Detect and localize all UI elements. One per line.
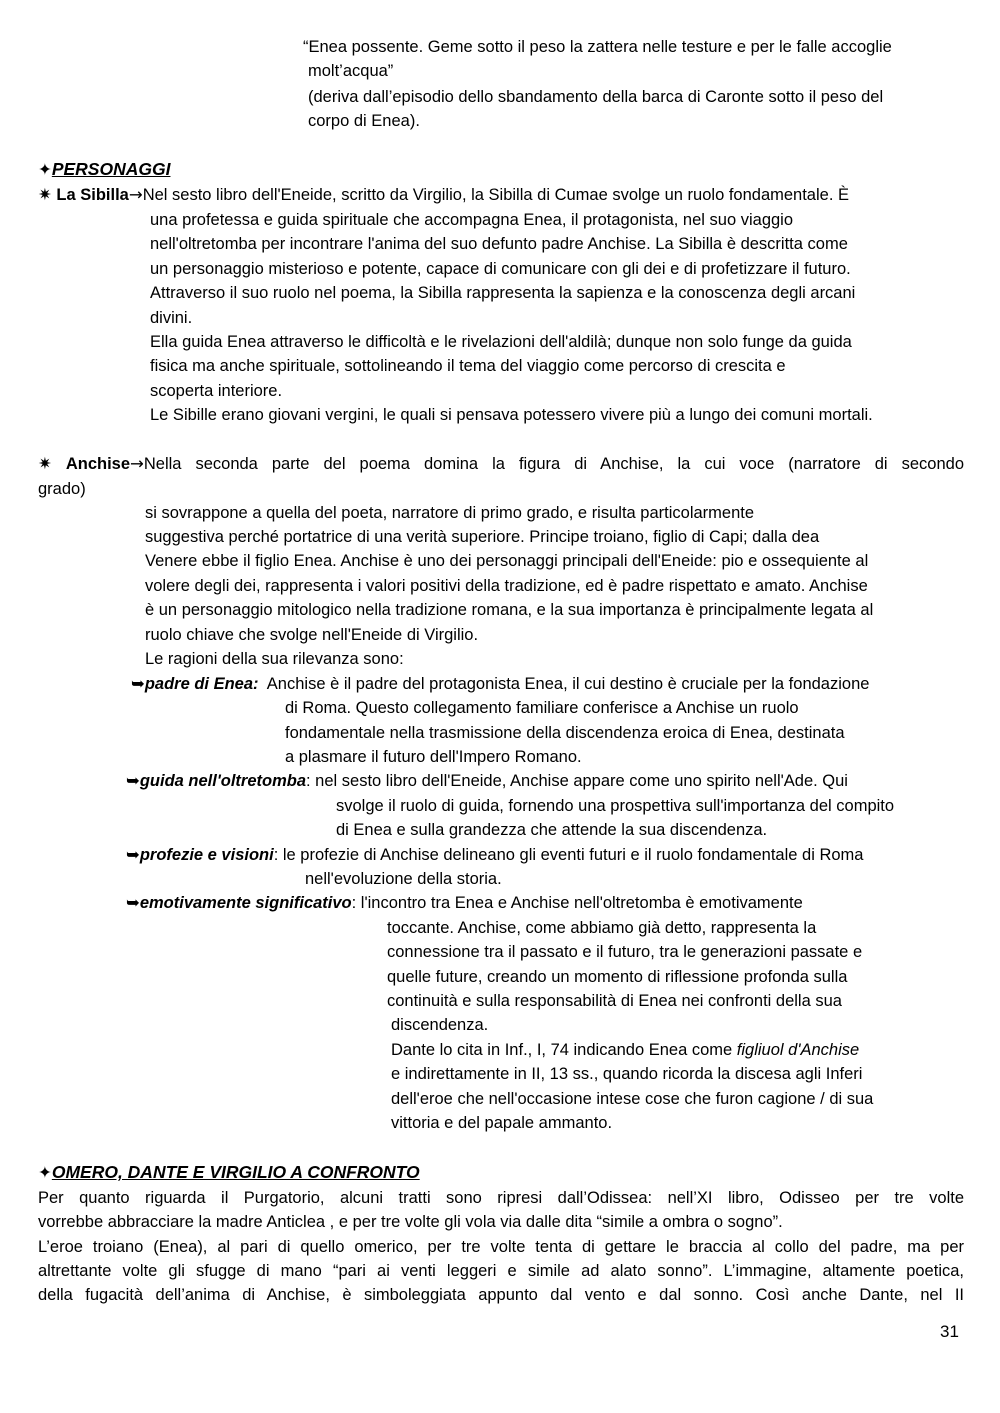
reason-cont-line: quelle future, creando un momento di riflessione profonda sulla [387,968,848,986]
reason-cont-line: di Roma. Questo collegamento familiare conferisce a Anchise un ruolo [285,699,799,717]
reason-text: : nel sesto libro dell'Eneide, Anchise appare come uno spirito nell'Ade. Qui [306,772,848,790]
sibilla-line: fisica ma anche spirituale, sottolineando il tema del viaggio come percorso di crescita e [150,357,786,375]
reason-text: Anchise è il padre del protagonista Enea, il cui destino è cruciale per la fondazione [258,675,870,693]
reason-cont-line: vittoria e del papale ammanto. [391,1114,613,1132]
dante-citation-line [391,1039,859,1061]
character-name: La Sibilla [56,186,129,204]
reason-item [131,673,869,695]
anchise-line: Venere ebbe il figlio Enea. Anchise è uno dei personaggi principali dell'Eneide: pio e ossequiente al [145,552,869,570]
sibilla-first-line [38,184,849,206]
sibilla-line: Le Sibille erano giovani vergini, le quali si pensava potessero vivere più a lungo dei comuni mortali. [150,406,873,424]
reason-cont-line: continuità e sulla responsabilità di Enea nei confronti della sua [387,992,842,1010]
star-icon: ✦ [38,160,52,179]
pointer-arrow-icon: ➥ [131,674,145,693]
reason-text: : le profezie di Anchise delineano gli eventi futuri e il ruolo fondamentale di Roma [273,846,864,864]
sibilla-line: nell'oltretomba per incontrare l'anima del suo defunto padre Anchise. La Sibilla è descritta come [150,235,848,253]
anchise-wrap-line: grado) [38,480,86,498]
asterisk-bullet-icon: ✷ [38,185,52,204]
section-heading-confronto [38,1161,420,1184]
pointer-arrow-icon: ➥ [126,845,140,864]
reason-item [126,892,803,914]
star-icon: ✦ [38,1163,52,1182]
anchise-line: volere degli dei, rappresenta i valori positivi della tradizione, ed è padre rispettato e amato. Anchise [145,577,868,595]
sibilla-line: una profetessa e guida spirituale che accompagna Enea, il protagonista, nel suo viaggio [150,211,794,229]
reason-cont-line: fondamentale nella trasmissione della discendenza eroica di Enea, destinata [285,724,845,742]
reason-label: profezie e visioni [139,846,274,864]
reason-cont-line: e indirettamente in II, 13 ss., quando ricorda la discesa agli Inferi [391,1065,863,1083]
reason-cont-line: toccante. Anchise, come abbiamo già detto, rappresenta la [387,919,817,937]
quote-line-3: (deriva dall’episodio dello sbandamento della barca di Caronte sotto il peso del [308,88,884,106]
reason-item [126,844,863,866]
quote-line-4: corpo di Enea). [308,112,420,130]
paragraph-text: Nella seconda parte del poema domina la figura di Anchise, la cui voce (narratore di secondo [143,455,964,473]
citation-text: Dante lo cita in Inf., I, 74 indicando Enea come [391,1041,737,1059]
reason-cont-line: di Enea e sulla grandezza che attende la sua discendenza. [336,821,768,839]
anchise-first-line [38,453,964,475]
anchise-line: Le ragioni della sua rilevanza sono: [145,650,404,668]
arrow-icon: → [128,185,143,204]
confronto-line: altrettante volte gli sfugge di mano “pari ai venti leggeri e simile ad alato sonno”. L’immagine, altamente poetica, [38,1262,964,1280]
confronto-line: L’eroe troiano (Enea), al pari di quello omerico, per tre volte tenta di gettare le braccia al collo del padre, ma per [38,1238,964,1256]
reason-cont-line: a plasmare il futuro dell'Impero Romano. [285,748,582,766]
reason-cont-line: dell'eroe che nell'occasione intese cose che furon cagione / di sua [391,1090,874,1108]
paragraph-text: Nel sesto libro dell'Eneide, scritto da Virgilio, la Sibilla di Cumae svolge un ruolo fondamentale. È [142,186,849,204]
page-number: 31 [940,1322,959,1341]
confronto-line: Per quanto riguarda il Purgatorio, alcuni tratti sono ripresi dall’Odissea: nell’XI libro, Odisseo per tre volte [38,1189,964,1207]
heading-text: PERSONAGGI [51,159,171,179]
citation-italic: figliuol d'Anchise [736,1041,860,1059]
section-heading-personaggi [38,158,170,181]
confronto-line: vorrebbe abbracciare la madre Anticlea , e per tre volte gli vola via dalle dita “simile a ombra o sogno”. [38,1213,783,1231]
sibilla-line: un personaggio misterioso e potente, capace di comunicare con gli dei e di profetizzare il futuro. [150,260,851,278]
anchise-line: è un personaggio mitologico nella tradizione romana, e la sua importanza è principalmente legata al [145,601,874,619]
anchise-line: ruolo chiave che svolge nell'Eneide di Virgilio. [145,626,479,644]
reason-text: : l'incontro tra Enea e Anchise nell'oltretomba è emotivamente [351,894,803,912]
sibilla-line: scoperta interiore. [150,382,283,400]
anchise-line: si sovrappone a quella del poeta, narratore di primo grado, e risulta particolarmente [145,504,755,522]
confronto-line: della fugacità dell’anima di Anchise, è simboleggiata appunto dal vento e dal sonno. Così anche Dante, nel II [38,1286,964,1304]
reason-cont-line: connessione tra il passato e il futuro, tra le generazioni passate e [387,943,863,961]
pointer-arrow-icon: ➥ [126,893,140,912]
reason-cont-line: nell'evoluzione della storia. [305,870,502,888]
reason-cont-line: discendenza. [391,1016,489,1034]
sibilla-line: Attraverso il suo ruolo nel poema, la Sibilla rappresenta la sapienza e la conoscenza degli arcani [150,284,856,302]
character-name: Anchise [65,455,131,473]
reason-label: padre di Enea: [144,675,259,693]
arrow-icon: → [130,454,144,473]
quote-line-1: “Enea possente. Geme sotto il peso la zattera nelle testure e per le falle accoglie [303,38,892,56]
pointer-arrow-icon: ➥ [126,771,140,790]
anchise-line: suggestiva perché portatrice di una verità superiore. Principe troiano, figlio di Capi; dalla dea [145,528,820,546]
reason-label: emotivamente significativo [139,894,352,912]
reason-label: guida nell'oltretomba [139,772,307,790]
sibilla-line: divini. [150,309,193,327]
asterisk-bullet-icon: ✷ [38,454,52,473]
reason-cont-line: svolge il ruolo di guida, fornendo una prospettiva sull'importanza del compito [336,797,895,815]
sibilla-line: Ella guida Enea attraverso le difficoltà e le rivelazioni dell'aldilà; dunque non solo funge da guida [150,333,852,351]
reason-item [126,770,848,792]
quote-line-2: molt’acqua” [308,62,394,80]
heading-text: OMERO, DANTE E VIRGILIO A CONFRONTO [51,1162,420,1182]
